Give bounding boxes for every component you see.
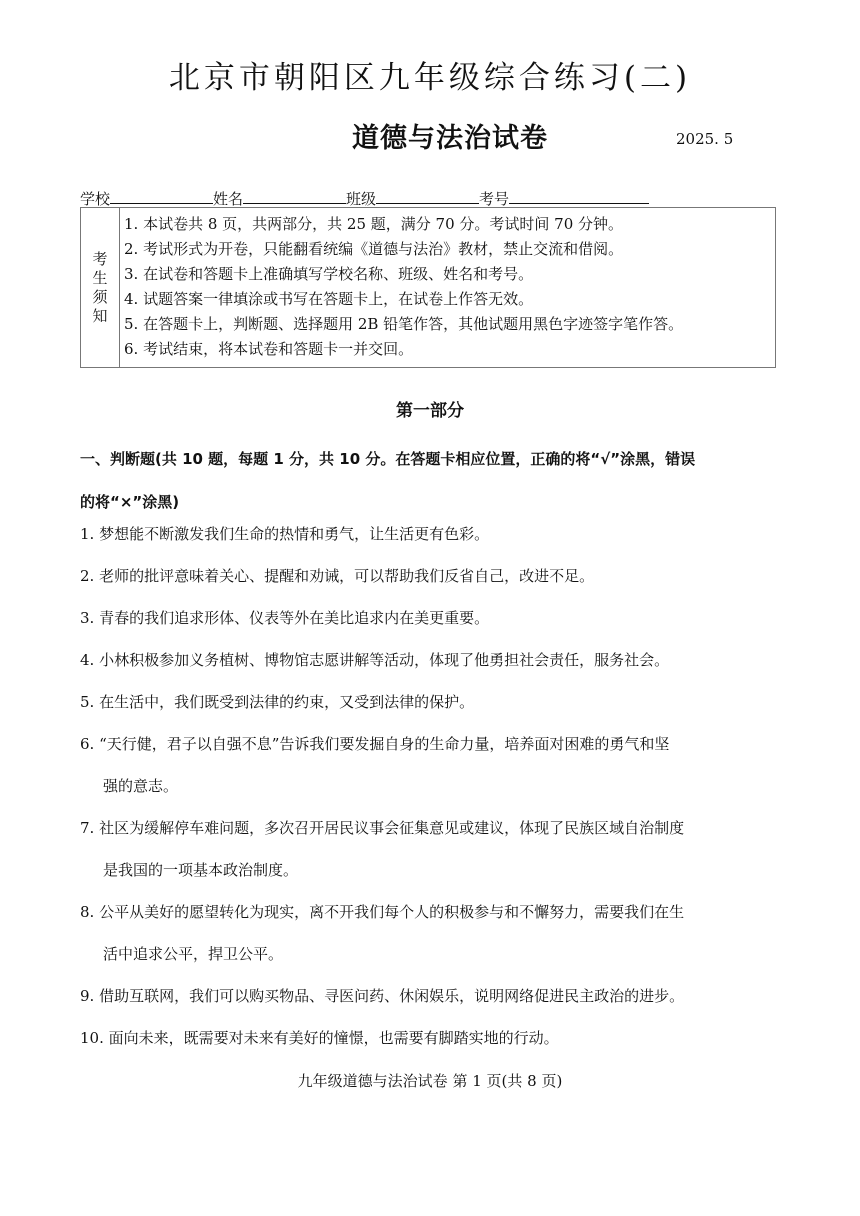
- student-info-row: [80, 188, 649, 209]
- question-item: [80, 513, 785, 555]
- question-text: 3. 青春的我们追求形体、仪表等外在美比追求内在美更重要。: [80, 609, 490, 627]
- class-field[interactable]: [376, 189, 479, 204]
- part-title: 第一部分: [396, 401, 464, 421]
- exam-subtitle: 道德与法治试卷: [352, 123, 548, 154]
- name-label: 姓名: [213, 190, 244, 208]
- question-item: [80, 681, 785, 723]
- question-item: [80, 555, 785, 597]
- notice-item: 5. 在答题卡上，判断题、选择题用 2B 铅笔作答，其他试题用黑色字迹签字笔作答。: [124, 315, 684, 333]
- notice-item: 4. 试题答案一律填涂或书写在答题卡上，在试卷上作答无效。: [124, 290, 534, 308]
- school-field[interactable]: [110, 189, 213, 204]
- question-text: 5. 在生活中，我们既受到法律的约束，又受到法律的保护。: [80, 693, 475, 711]
- notice-side-char: 生: [92, 268, 108, 287]
- question-text: 8. 公平从美好的愿望转化为现实，离不开我们每个人的积极参与和不懈努力，需要我们在生: [80, 903, 685, 921]
- section-heading-line: 的将“×”涂黑): [80, 493, 180, 511]
- section-heading-line: 一、判断题(共 10 题，每题 1 分，共 10 分。在答题卡相应位置，正确的将“√”涂黑，错误: [80, 450, 696, 468]
- notice-item: 1. 本试卷共 8 页，共两部分，共 25 题，满分 70 分。考试时间 70 分钟。: [124, 215, 624, 233]
- notice-item: 2. 考试形式为开卷，只能翻看统编《道德与法治》教材，禁止交流和借阅。: [124, 240, 624, 258]
- question-item: [80, 891, 785, 975]
- school-label: 学校: [80, 190, 111, 208]
- exam-number-field[interactable]: [509, 189, 649, 204]
- question-text: 2. 老师的批评意味着关心、提醒和劝诫，可以帮助我们反省自己，改进不足。: [80, 567, 595, 585]
- notice-items: [120, 208, 683, 367]
- question-text: 1. 梦想能不断激发我们生命的热情和勇气，让生活更有色彩。: [80, 525, 490, 543]
- question-text: 10. 面向未来，既需要对未来有美好的憧憬，也需要有脚踏实地的行动。: [80, 1029, 559, 1047]
- question-item: [80, 597, 785, 639]
- name-field[interactable]: [243, 189, 346, 204]
- question-item: [80, 975, 785, 1017]
- exam-number-label: 考号: [479, 190, 510, 208]
- notice-side-char: 考: [92, 249, 108, 268]
- class-label: 班级: [346, 190, 377, 208]
- exam-date: 2025. 5: [676, 130, 734, 148]
- question-item: [80, 807, 785, 891]
- question-text-continued: 是我国的一项基本政治制度。: [103, 861, 299, 879]
- page-footer: 九年级道德与法治试卷 第 1 页(共 8 页): [297, 1072, 563, 1090]
- question-text: 6. “天行健，君子以自强不息”告诉我们要发掘自身的生命力量，培养面对困难的勇气和坚: [80, 735, 670, 753]
- notice-side-char: 知: [92, 306, 108, 325]
- notice-side-label: [81, 208, 120, 367]
- question-text: 4. 小林积极参加义务植树、博物馆志愿讲解等活动，体现了他勇担社会责任，服务社会。: [80, 651, 670, 669]
- question-text-continued: 强的意志。: [103, 777, 179, 795]
- notice-side-char: 须: [92, 287, 108, 306]
- notice-item: 3. 在试卷和答题卡上准确填写学校名称、班级、姓名和考号。: [124, 265, 534, 283]
- question-text-continued: 活中追求公平，捍卫公平。: [103, 945, 284, 963]
- question-text: 7. 社区为缓解停车难问题，多次召开居民议事会征集意见或建议，体现了民族区域自治制度: [80, 819, 685, 837]
- question-item: [80, 723, 785, 807]
- candidate-notice-box: [80, 207, 776, 368]
- exam-title: 北京市朝阳区九年级综合练习(二): [168, 60, 692, 96]
- notice-item: 6. 考试结束，将本试卷和答题卡一并交回。: [124, 340, 414, 358]
- question-item: [80, 639, 785, 681]
- section-heading: [80, 438, 780, 524]
- question-text: 9. 借助互联网，我们可以购买物品、寻医问药、休闲娱乐，说明网络促进民主政治的进步。: [80, 987, 685, 1005]
- question-item: [80, 1017, 785, 1059]
